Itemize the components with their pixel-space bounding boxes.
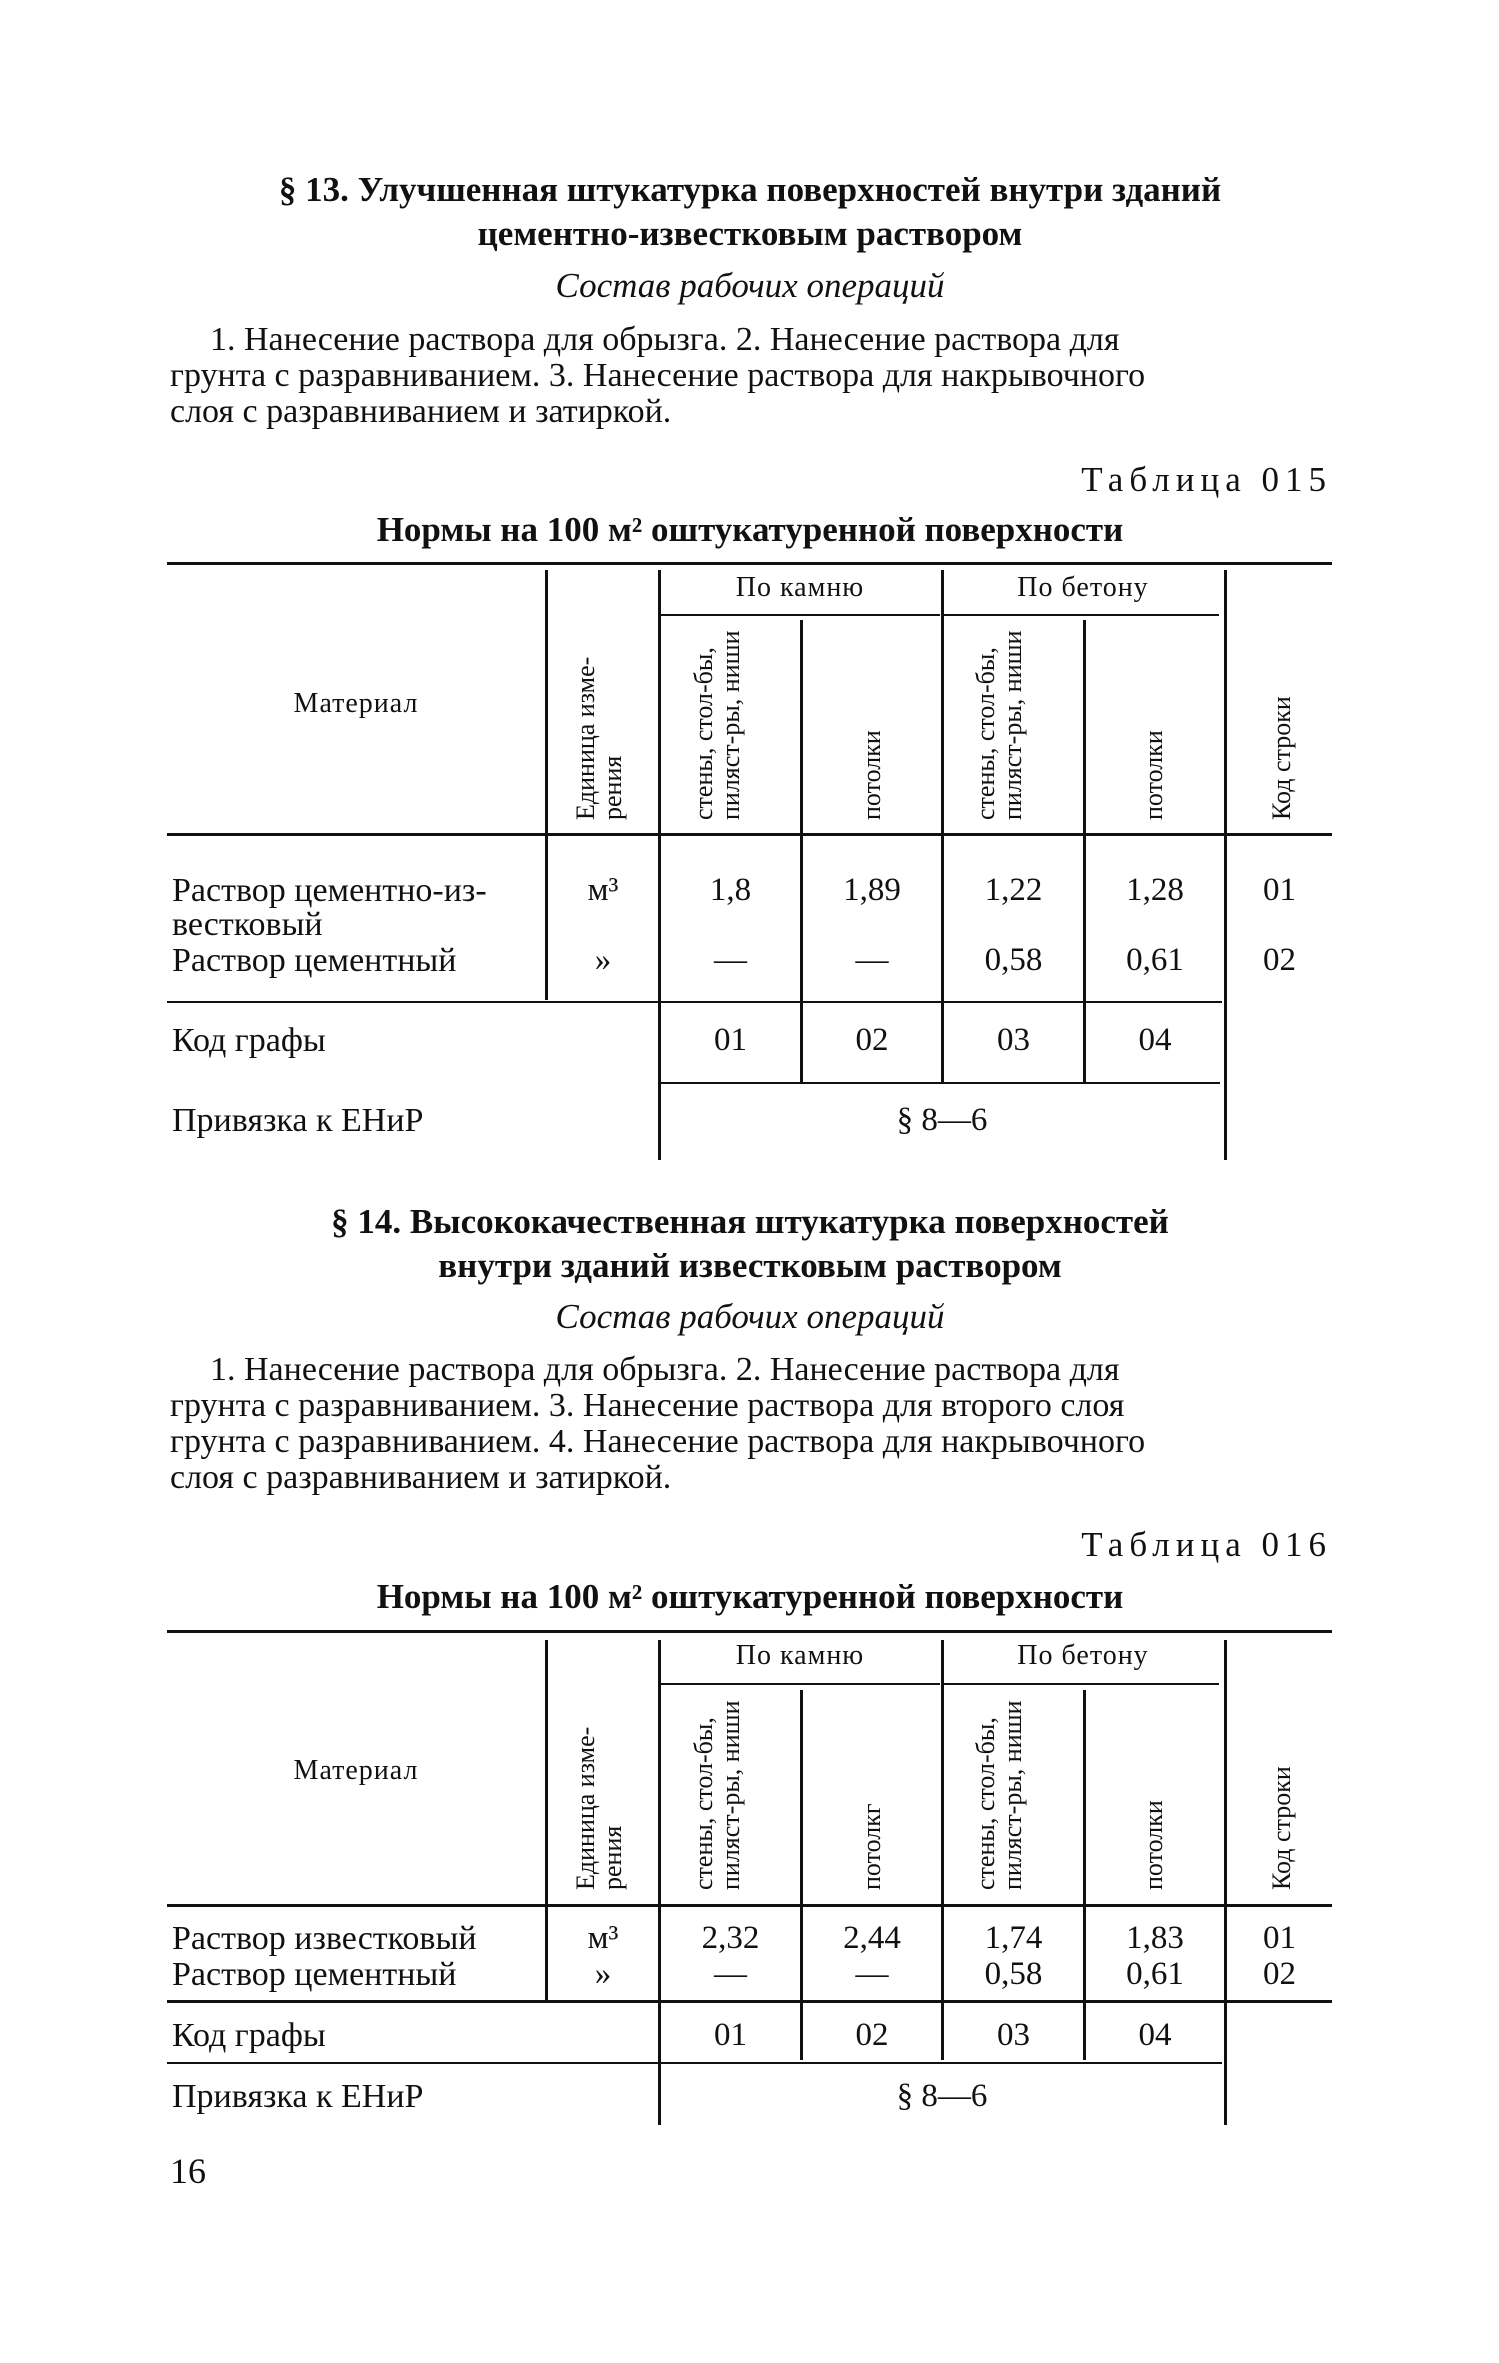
- table-016-col-code-3: 03: [997, 2017, 1030, 2053]
- table-015-row2-unit: »: [594, 942, 612, 978]
- table-015-vline-2: [658, 570, 661, 1160]
- table-016-header-stone-ceilings: потолкг: [857, 1803, 886, 1890]
- table-015-ref-value: § 8—6: [896, 1102, 988, 1138]
- table-016-number: Таблица 016: [1081, 1525, 1332, 1564]
- table-015-row2-material-l1: Раствор цементный: [172, 942, 457, 979]
- section-14-paragraph: [170, 1352, 1330, 1496]
- section-13-heading-line2: цементно-известковым раствором: [477, 214, 1023, 253]
- table-016-ref-value: § 8—6: [896, 2078, 988, 2114]
- table-015-col-code-3: 03: [997, 1022, 1030, 1058]
- table-015-row2-code: 02: [1263, 942, 1296, 978]
- table-015-body-rule: [167, 1001, 1222, 1003]
- table-015-row2-v2: —: [855, 942, 889, 978]
- table-015-header-rule: [167, 833, 1332, 836]
- table-016-col-code-4: 04: [1138, 2017, 1172, 2053]
- table-015-stone-rule: [660, 614, 940, 616]
- table-016-code-rule: [167, 2062, 1222, 2064]
- table-016-row2-v1: —: [714, 1956, 747, 1992]
- table-016-row1-v4: 1,83: [1126, 1920, 1184, 1956]
- table-016-row1-v1: 2,32: [701, 1920, 760, 1956]
- table-015-vline-6: [1224, 570, 1227, 1160]
- table-016-row2-material: Раствор цементный: [172, 1956, 457, 1993]
- section-14-para-line4: слоя с разравниванием и затиркой.: [170, 1459, 672, 1496]
- table-015-row1-v3: 1,22: [984, 872, 1043, 908]
- table-015-header-stone-walls: стены, стол-бы, пиляст-ры, ниши: [689, 630, 745, 820]
- table-015-header-row-code: Код строки: [1267, 696, 1296, 820]
- table-015-header-stone-ceilings: потолки: [857, 730, 886, 820]
- table-016-row2-code: 02: [1263, 1956, 1296, 1992]
- section-13-para-line3: слоя с разравниванием и затиркой.: [170, 393, 672, 430]
- table-015-concrete-rule: [943, 614, 1219, 616]
- table-016-vline-6: [1224, 1640, 1227, 2125]
- table-015-row1-v1: 1,8: [709, 872, 752, 908]
- table-016-ref-label: Привязка к ЕНиР: [172, 2078, 424, 2115]
- section-13-subtitle: Состав рабочих операций: [555, 266, 945, 305]
- table-015-vline-4: [941, 570, 944, 1082]
- table-016-concrete-rule: [943, 1683, 1219, 1685]
- table-016-stone-rule: [660, 1683, 940, 1685]
- table-016-col-code-1: 01: [714, 2017, 747, 2053]
- table-016-row2-unit: »: [594, 1956, 612, 1992]
- section-14-heading-line1: § 14. Высококачественная штукатурка поверхностей: [331, 1202, 1169, 1241]
- table-016-header-rule: [167, 1904, 1332, 1907]
- table-016-row1-unit: м³: [587, 1920, 619, 1956]
- table-016-header-concrete-ceilings: потолки: [1139, 1800, 1168, 1890]
- table-015-code-rule: [660, 1082, 1220, 1084]
- section-13-para-line2: грунта с разравниванием. 3. Нанесение раствора для накрывочного: [170, 357, 1146, 394]
- table-016-header-by-concrete: По бетону: [1017, 1640, 1149, 1671]
- section-14-para-line3: грунта с разравниванием. 4. Нанесение раствора для накрывочного: [170, 1423, 1146, 1460]
- table-015-vline-1: [545, 570, 548, 1000]
- table-015-row2-v4: 0,61: [1126, 942, 1184, 978]
- table-015-header-unit: Единица изме-рения: [571, 656, 627, 820]
- table-015-vline-5: [1083, 620, 1086, 1082]
- table-016-col-code-2: 02: [855, 2017, 889, 2053]
- table-016-header-material: Материал: [293, 1755, 419, 1786]
- table-015-row1-v4: 1,28: [1126, 872, 1184, 908]
- table-015-header-concrete-ceilings: потолки: [1139, 730, 1168, 820]
- table-016-row1-v2: 2,44: [843, 1920, 901, 1956]
- table-015-header-material: Материал: [293, 688, 419, 719]
- table-015-row1-v2: 1,89: [843, 872, 901, 908]
- table-015-col-code-1: 01: [714, 1022, 747, 1058]
- table-015-row1-material-l1: Раствор цементно-из-: [172, 872, 487, 909]
- section-14-heading: [170, 1200, 1330, 1288]
- table-015-row2-v1: —: [714, 942, 747, 978]
- table-015-ref-label: Привязка к ЕНиР: [172, 1102, 424, 1139]
- table-015-number: Таблица 015: [1081, 460, 1332, 499]
- table-016-title: Нормы на 100 м² оштукатуренной поверхности: [376, 1577, 1124, 1616]
- table-015-col-code-4: 04: [1138, 1022, 1172, 1058]
- table-015-row1-material-l2: вестковый: [172, 906, 323, 943]
- table-015-title: Нормы на 100 м² оштукатуренной поверхности: [376, 510, 1124, 549]
- section-14-para-line2: грунта с разравниванием. 3. Нанесение раствора для второго слоя: [170, 1387, 1125, 1424]
- table-016-row1-code: 01: [1263, 1920, 1296, 1956]
- page-number: 16: [170, 2151, 206, 2191]
- section-14-subtitle: Состав рабочих операций: [555, 1297, 945, 1336]
- table-016-top-rule: [167, 1630, 1332, 1633]
- table-015-row2-v3: 0,58: [984, 942, 1043, 978]
- table-016-vline-4: [941, 1640, 944, 2060]
- table-016-row1-material: Раствор известковый: [172, 1920, 477, 1957]
- table-015-header-by-concrete: По бетону: [1017, 572, 1149, 603]
- table-016-header-unit: Единица изме-рения: [571, 1726, 627, 1890]
- table-016-vline-3: [800, 1690, 803, 2060]
- table-015-top-rule: [167, 562, 1332, 565]
- table-015-header-by-stone: По камню: [735, 572, 865, 603]
- table-016-header-concrete-walls: стены, стол-бы, пиляст-ры, ниши: [971, 1700, 1027, 1890]
- section-13-para-line1: 1. Нанесение раствора для обрызга. 2. Нанесение раствора для: [210, 321, 1120, 358]
- table-016-row2-v4: 0,61: [1126, 1956, 1184, 1992]
- section-14-heading-line2: внутри зданий известковым раствором: [438, 1246, 1062, 1285]
- table-016-row2-v3: 0,58: [984, 1956, 1043, 1992]
- table-016-header-row-code: Код строки: [1267, 1766, 1296, 1890]
- table-015-row1-code: 01: [1263, 872, 1296, 908]
- section-13-heading-line1: § 13. Улучшенная штукатурка поверхностей внутри зданий: [278, 170, 1222, 209]
- table-016-col-code-label: Код графы: [172, 2017, 326, 2054]
- table-016-header-stone-walls: стены, стол-бы, пиляст-ры, ниши: [689, 1700, 745, 1890]
- table-015-col-code-label: Код графы: [172, 1022, 326, 1059]
- section-14-para-line1: 1. Нанесение раствора для обрызга. 2. Нанесение раствора для: [210, 1351, 1120, 1388]
- table-016-body-rule: [167, 2000, 1332, 2003]
- table-015-vline-3: [800, 620, 803, 1082]
- table-015-header-concrete-walls: стены, стол-бы, пиляст-ры, ниши: [971, 630, 1027, 820]
- section-13-paragraph: [170, 322, 1330, 430]
- section-13-heading: [170, 168, 1330, 256]
- table-016-vline-5: [1083, 1690, 1086, 2060]
- table-016-row1-v3: 1,74: [984, 1920, 1043, 1956]
- table-016-row2-v2: —: [855, 1956, 889, 1992]
- table-015-col-code-2: 02: [855, 1022, 889, 1058]
- table-016-header-by-stone: По камню: [735, 1640, 865, 1671]
- table-015-row1-unit: м³: [587, 872, 619, 908]
